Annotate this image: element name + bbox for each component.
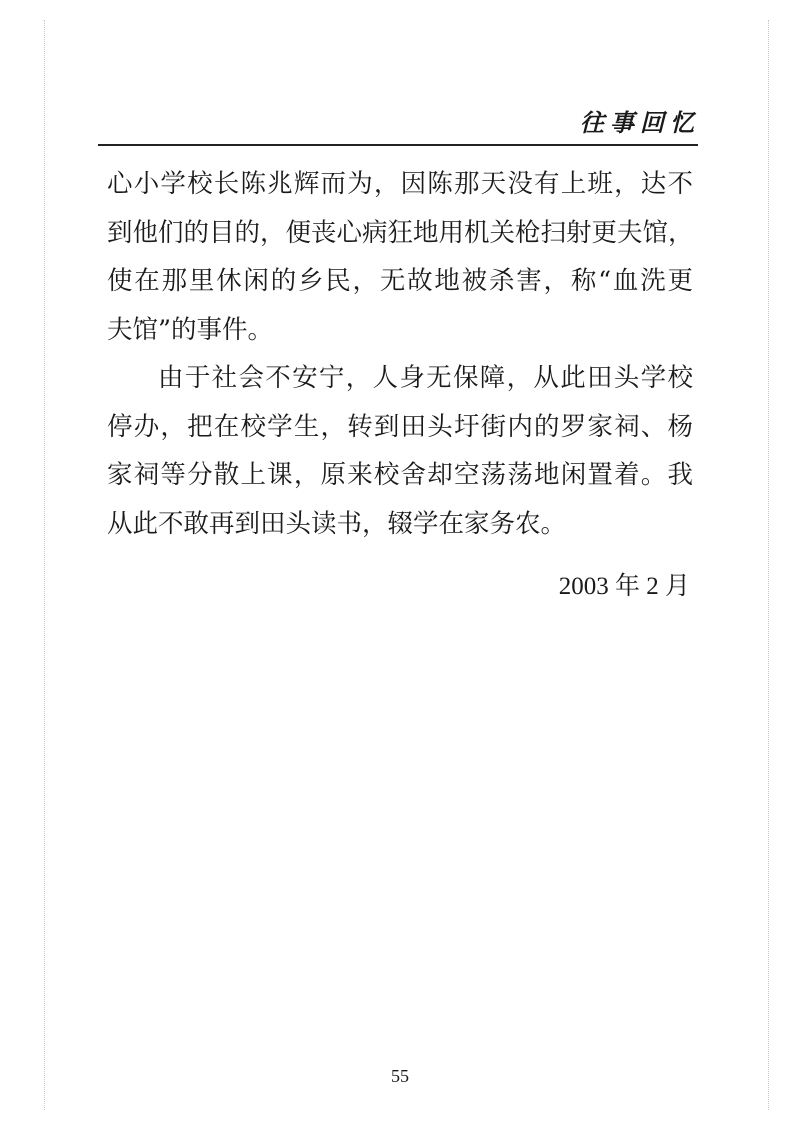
text-line: 由于社会不安宁，人身无保障，从此田头学校: [158, 363, 693, 393]
left-margin-dots: [44, 20, 45, 1110]
text-line: 家祠等分散上课，原来校舍却空荡荡地闲置着。我: [107, 460, 693, 490]
date-signature: 2003 年 2 月: [558, 573, 690, 600]
header-rule: [98, 144, 698, 146]
body-text: [107, 160, 693, 548]
paragraph-2: [107, 354, 693, 548]
right-margin-dots: [768, 20, 769, 1110]
running-header-title: 往事回忆: [580, 108, 700, 137]
paragraph-1: [107, 160, 693, 354]
text-line: 心小学校长陈兆辉而为，因陈那天没有上班，达不: [107, 169, 693, 199]
text-line: 停办，把在校学生，转到田头圩街内的罗家祠、杨: [107, 411, 693, 442]
text-line: 从此不敢再到田头读书，辍学在家务农。: [107, 508, 567, 539]
text-line: 使在那里休闲的乡民，无故地被杀害，称“血洗更: [107, 266, 693, 296]
page-number: 55: [391, 1066, 409, 1086]
text-line: 夫馆”的事件。: [107, 314, 274, 345]
text-line: 到他们的目的，便丧心病狂地用机关枪扫射更夫馆，: [107, 217, 694, 248]
